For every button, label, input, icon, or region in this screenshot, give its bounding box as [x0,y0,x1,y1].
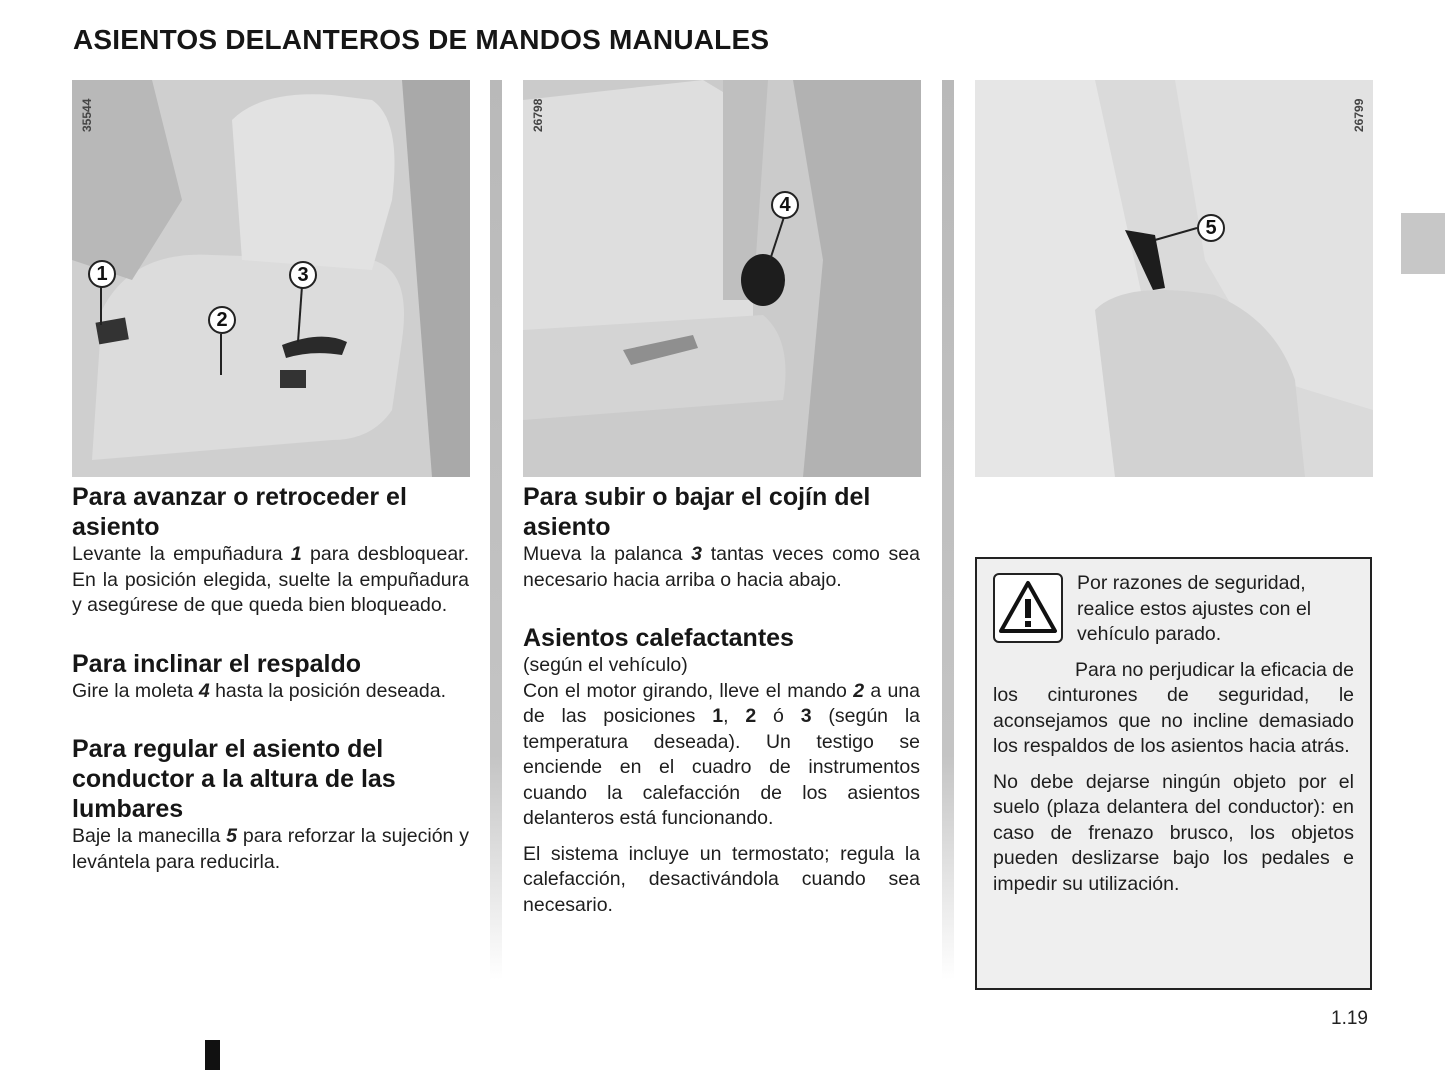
seat-illustration [975,80,1373,477]
seat-photo-1 [72,80,470,477]
callout-2: 2 [208,306,236,334]
text-column-2 [523,482,920,918]
figure-code: 26798 [531,98,545,132]
section-heading: Para inclinar el respaldo [72,649,362,678]
column-separator [942,80,954,980]
seat-photo-3 [975,80,1373,477]
warning-text: No debe dejarse ningún objeto por el suelo (plaza delantera del conductor): en caso de frenazo brusco, los objetos pueden deslizarse bajo los pedales e impedir su utilización. [993,770,1354,895]
figure-code: 26799 [1352,98,1366,132]
section-body: Gire la moleta 4 hasta la posición deseada. [72,679,447,702]
warning-text: Por razones de seguridad, realice estos ajustes con el vehículo parado. [1077,572,1312,645]
callout-1: 1 [88,260,116,288]
bottom-mark [205,1040,220,1070]
callout-5: 5 [1197,214,1225,242]
section-heading: Para subir o bajar el cojín del asiento [523,483,871,541]
section-note: (según el vehículo) [523,654,688,676]
warning-triangle-icon [993,573,1063,643]
figure-code: 35544 [80,98,94,132]
warning-box [975,557,1372,990]
callout-4: 4 [771,191,799,219]
seat-photo-2 [523,80,921,477]
section-body: Mueva la palanca 3 tantas veces como sea necesario hacia arriba o hacia abajo. [523,543,920,591]
section-body: Baje la manecilla 5 para reforzar la sujeción y levántela para reducirla. [72,825,469,873]
section-heading: Asientos calefactantes [523,624,794,652]
section-heading: Para regular el asiento del conductor a la altura de las lumbares [72,735,396,823]
section-body: El sistema incluye un termostato; regula la calefacción, desactivándola cuando sea necesario. [523,842,920,916]
callout-3: 3 [289,261,317,289]
column-separator [490,80,502,980]
chapter-tab [1401,213,1445,274]
section-body: Con el motor girando, lleve el mando 2 a una de las posiciones 1, 2 ó 3 (según la temperatura deseada). Un testigo se enciende en el cuadro de instrumentos cuando la calefacción de los asientos delanteros está funcionando. [523,679,921,829]
page-number: 1.19 [1331,1008,1368,1029]
text-column-1 [72,482,469,875]
section-heading: Para avanzar o retroceder el asiento [72,483,407,541]
seat-illustration [523,80,921,477]
section-body: Levante la empuñadura 1 para desbloquear. En la posición elegida, suelte la empuñadura y asegúrese de que queda bien bloqueado. [72,543,469,616]
page-title: ASIENTOS DELANTEROS DE MANDOS MANUALES [73,24,770,55]
seat-illustration [72,80,470,477]
warning-text: Para no perjudicar la eficacia de los cinturones de seguridad, le aconsejamos que no incline demasiado los respaldos de los asientos hacia atrás. [993,658,1354,757]
